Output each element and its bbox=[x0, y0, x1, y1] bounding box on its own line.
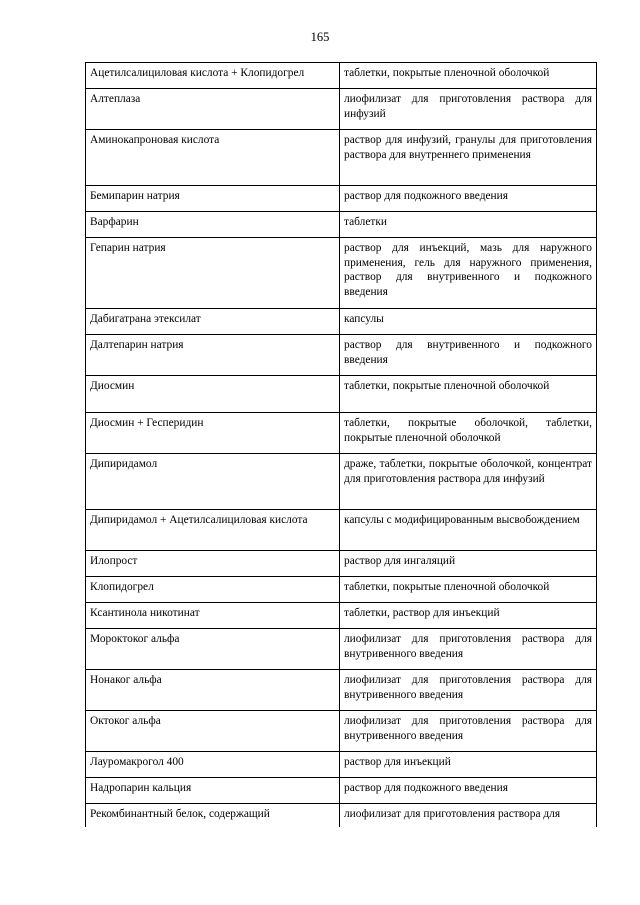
table-row bbox=[86, 238, 597, 309]
dosage-form-cell: раствор для инъекций, мазь для наружного применения, гель для наружного применения, раствор для внутривенного и подкожного введения bbox=[340, 238, 597, 309]
page-number: 165 bbox=[310, 30, 330, 44]
table-row bbox=[86, 577, 597, 603]
dosage-form-cell: раствор для инъекций bbox=[340, 752, 597, 778]
dosage-form-cell: раствор для инфузий, гранулы для приготовления раствора для внутреннего применения bbox=[340, 130, 597, 186]
table-row bbox=[86, 510, 597, 551]
drug-name-cell: Диосмин bbox=[86, 376, 340, 413]
drug-name-cell: Бемипарин натрия bbox=[86, 186, 340, 212]
drug-name-cell: Диосмин + Гесперидин bbox=[86, 413, 340, 454]
drug-name-cell: Надропарин кальция bbox=[86, 778, 340, 804]
drug-name-cell: Варфарин bbox=[86, 212, 340, 238]
table-row bbox=[86, 551, 597, 577]
drug-name-cell: Клопидогрел bbox=[86, 577, 340, 603]
drug-name-cell: Ацетилсалициловая кислота + Клопидогрел bbox=[86, 63, 340, 89]
drug-name-cell: Ксантинола никотинат bbox=[86, 603, 340, 629]
dosage-form-cell: таблетки, покрытые пленочной оболочкой bbox=[340, 63, 597, 89]
table-row bbox=[86, 804, 597, 827]
drug-table bbox=[85, 62, 597, 827]
table-row bbox=[86, 89, 597, 130]
table-row bbox=[86, 186, 597, 212]
table-row bbox=[86, 670, 597, 711]
drug-name-cell: Алтеплаза bbox=[86, 89, 340, 130]
table-row bbox=[86, 376, 597, 413]
drug-name-cell: Лауромакрогол 400 bbox=[86, 752, 340, 778]
drug-name-cell: Нонаког альфа bbox=[86, 670, 340, 711]
drug-name-cell: Дипиридамол + Ацетилсалициловая кислота bbox=[86, 510, 340, 551]
dosage-form-cell: лиофилизат для приготовления раствора для внутривенного введения bbox=[340, 711, 597, 752]
table-row bbox=[86, 778, 597, 804]
table-row bbox=[86, 63, 597, 89]
table-row bbox=[86, 629, 597, 670]
dosage-form-cell: лиофилизат для приготовления раствора для bbox=[340, 804, 597, 827]
dosage-form-cell: раствор для подкожного введения bbox=[340, 186, 597, 212]
drug-name-cell: Рекомбинантный белок, содержащий bbox=[86, 804, 340, 827]
dosage-form-cell: таблетки bbox=[340, 212, 597, 238]
table-body bbox=[86, 63, 597, 827]
dosage-form-cell: лиофилизат для приготовления раствора для внутривенного введения bbox=[340, 670, 597, 711]
table-row bbox=[86, 212, 597, 238]
dosage-form-cell: раствор для подкожного введения bbox=[340, 778, 597, 804]
drug-name-cell: Дабигатрана этексилат bbox=[86, 309, 340, 335]
drug-name-cell: Дипиридамол bbox=[86, 454, 340, 510]
table-row bbox=[86, 711, 597, 752]
dosage-form-cell: таблетки, покрытые пленочной оболочкой bbox=[340, 376, 597, 413]
drug-name-cell: Илопрост bbox=[86, 551, 340, 577]
table-row bbox=[86, 752, 597, 778]
dosage-form-cell: раствор для ингаляций bbox=[340, 551, 597, 577]
table-row bbox=[86, 130, 597, 186]
drug-name-cell: Октоког альфа bbox=[86, 711, 340, 752]
dosage-form-cell: драже, таблетки, покрытые оболочкой, концентрат для приготовления раствора для инфузий bbox=[340, 454, 597, 510]
dosage-form-cell: таблетки, покрытые оболочкой, таблетки, покрытые пленочной оболочкой bbox=[340, 413, 597, 454]
dosage-form-cell: капсулы bbox=[340, 309, 597, 335]
table-row bbox=[86, 413, 597, 454]
dosage-form-cell: таблетки, раствор для инъекций bbox=[340, 603, 597, 629]
table-row bbox=[86, 309, 597, 335]
table-row bbox=[86, 335, 597, 376]
drug-name-cell: Далтепарин натрия bbox=[86, 335, 340, 376]
dosage-form-cell: лиофилизат для приготовления раствора для внутривенного введения bbox=[340, 629, 597, 670]
dosage-form-cell: таблетки, покрытые пленочной оболочкой bbox=[340, 577, 597, 603]
dosage-form-cell: лиофилизат для приготовления раствора для инфузий bbox=[340, 89, 597, 130]
table-row bbox=[86, 603, 597, 629]
drug-name-cell: Гепарин натрия bbox=[86, 238, 340, 309]
dosage-form-cell: капсулы с модифицированным высвобождением bbox=[340, 510, 597, 551]
table-row bbox=[86, 454, 597, 510]
drug-name-cell: Мороктоког альфа bbox=[86, 629, 340, 670]
dosage-form-cell: раствор для внутривенного и подкожного введения bbox=[340, 335, 597, 376]
drug-name-cell: Аминокапроновая кислота bbox=[86, 130, 340, 186]
